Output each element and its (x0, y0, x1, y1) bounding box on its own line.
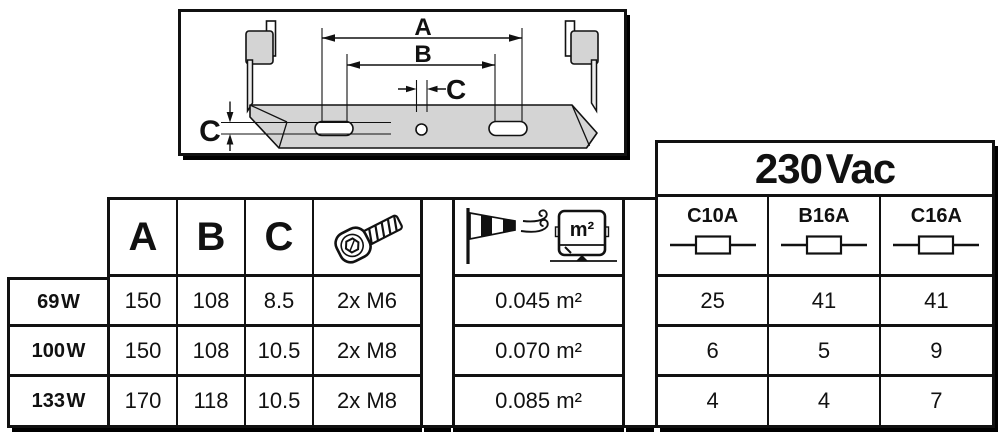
cell-133w-screws: 2x M8 (337, 388, 397, 413)
cell-100w-a: 150 (110, 327, 178, 377)
power-row-header-block (7, 277, 110, 428)
cell-100w-b16a: 5 (769, 327, 880, 377)
cell-69w-c10a: 25 (658, 277, 769, 327)
cell-100w-c16a: 9 (881, 327, 992, 377)
fuse-rating-label: C10A (687, 205, 739, 227)
cell-69w-screws: 2x M6 (314, 277, 420, 327)
row-header-69w: 69 W (10, 280, 107, 327)
bracket-dimension-diagram (181, 12, 624, 153)
cell-133w-b16a: 4 (769, 377, 880, 425)
col-header-screw (314, 200, 420, 277)
cell-100w-b: 108 (178, 327, 246, 377)
dimensions-block (107, 197, 423, 428)
col-header-wind-area (455, 200, 622, 277)
dimension-a-label: A (414, 14, 432, 41)
cell-69w-a: 150 (110, 277, 178, 327)
cell-133w-c: 10.5 (246, 377, 314, 425)
row-header-100w: 100 W (10, 327, 107, 377)
cell-69w-c: 8.5 (246, 277, 314, 327)
col-header-b16a (769, 197, 880, 277)
cell-69w-b: 108 (178, 277, 246, 327)
socket-head-screw-icon (314, 202, 420, 272)
dimension-b-label: B (414, 41, 432, 68)
col-header-c: C (246, 200, 314, 277)
cell-100w-c10a: 6 (658, 327, 769, 377)
dimension-c-label: C (446, 74, 467, 105)
cell-133w-a: 170 (110, 377, 178, 425)
col-header-c10a (658, 197, 769, 277)
fuse-rating-label: C16A (910, 205, 962, 227)
col-header-c16a (881, 197, 992, 277)
square-meter-icon-label: m² (569, 219, 595, 241)
cell-69w-c16a: 41 (881, 277, 992, 327)
cell-100w-c: 10.5 (246, 327, 314, 377)
cell-133w-b: 118 (178, 377, 246, 425)
cell-69w-b16a: 41 (769, 277, 880, 327)
table-spacer-cell (625, 197, 655, 428)
voltage-fuse-block (655, 140, 995, 428)
fuse-icon (669, 233, 757, 257)
wind-area-block (452, 197, 625, 428)
table-spacer-cell (423, 197, 452, 428)
cell-133w-c10a: 4 (658, 377, 769, 425)
cell-100w-screws: 2x M8 (314, 327, 420, 377)
col-header-b: B (178, 200, 246, 277)
cell-100w-wind-area: 0.070 m² (455, 327, 622, 377)
cell-69w-wind-area: 0.045 m² (455, 277, 622, 327)
floodlight-area-icon (550, 211, 617, 261)
fuse-rating-label: B16A (798, 205, 850, 227)
voltage-header: 230 Vac (658, 143, 992, 197)
windsock-icon (455, 201, 622, 273)
fuse-icon (892, 233, 980, 257)
cell-133w-c16a: 7 (930, 388, 943, 413)
col-header-a: A (110, 200, 178, 277)
fuse-icon (780, 233, 868, 257)
thickness-c-label: C (199, 115, 221, 148)
mounting-bracket-drawing (178, 9, 627, 156)
cell-133w-wind-area: 0.085 m² (495, 388, 582, 413)
row-header-133w: 133 W (31, 390, 86, 412)
